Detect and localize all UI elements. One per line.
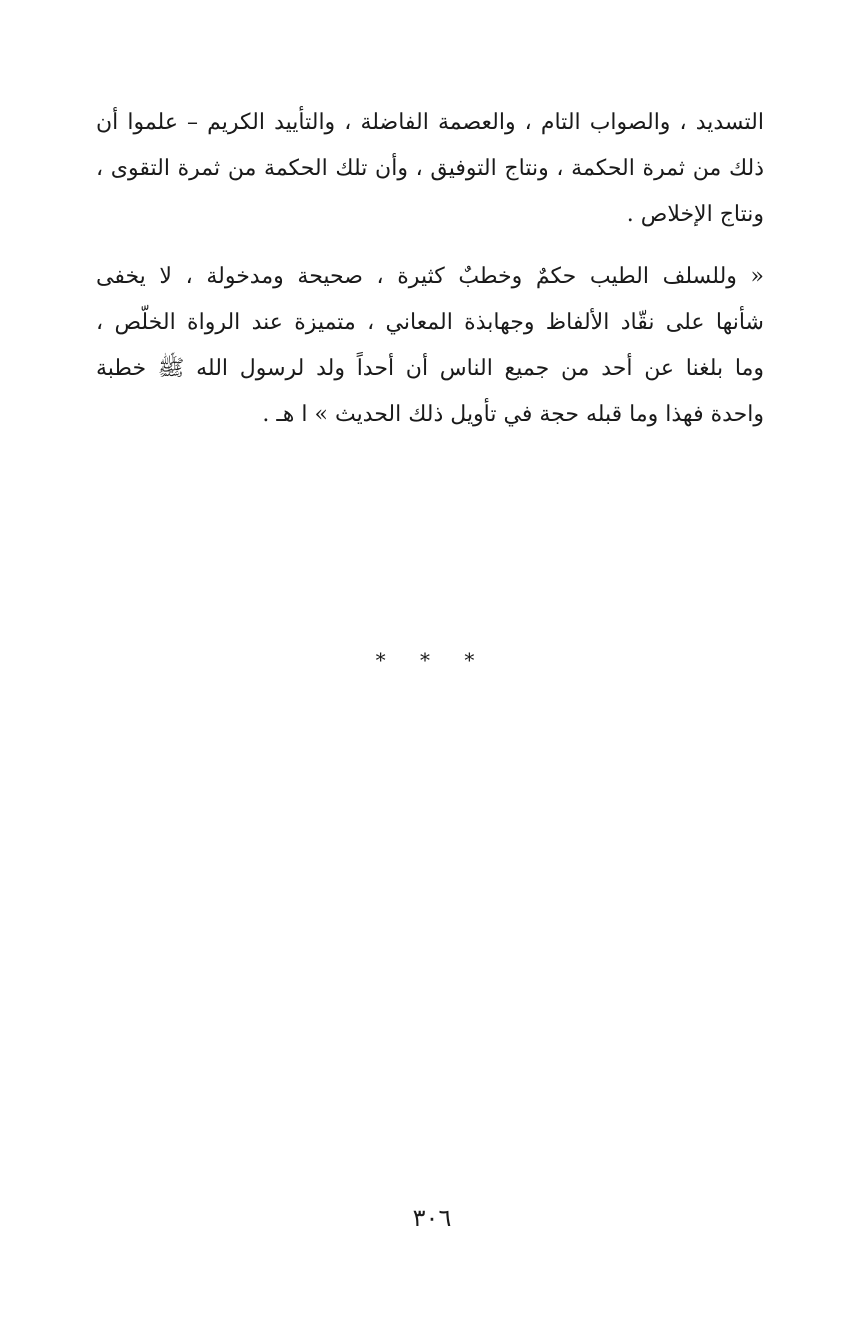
paragraph-line: « وللسلف الطيب حكمٌ وخطبٌ كثيرة ، صحيحة ومدخولة ، لا يخفى	[96, 264, 764, 289]
paragraph-1	[96, 100, 764, 238]
page-number: ٣٠٦	[412, 1204, 452, 1232]
paragraph-line: التسديد ، والصواب التام ، والعصمة الفاضلة ، والتأييد الكريم – علموا أن	[96, 110, 764, 135]
section-separator: * * *	[375, 648, 489, 672]
paragraph-line: ونتاج الإخلاص .	[626, 202, 764, 227]
paragraph-line: واحدة فهذا وما قبله حجة في تأويل ذلك الحديث » ا هـ .	[262, 402, 764, 427]
paragraph-line: شأنها على نقّاد الألفاظ وجهابذة المعاني ، متميزة عند الرواة الخلّص ،	[96, 310, 764, 335]
paragraph-line: وما بلغنا عن أحد من جميع الناس أن أحداً ولد لرسول الله ﷺ خطبة	[96, 356, 764, 381]
paragraph-line: ذلك من ثمرة الحكمة ، ونتاج التوفيق ، وأن تلك الحكمة من ثمرة التقوى ،	[96, 156, 764, 181]
paragraph-2	[96, 254, 764, 438]
